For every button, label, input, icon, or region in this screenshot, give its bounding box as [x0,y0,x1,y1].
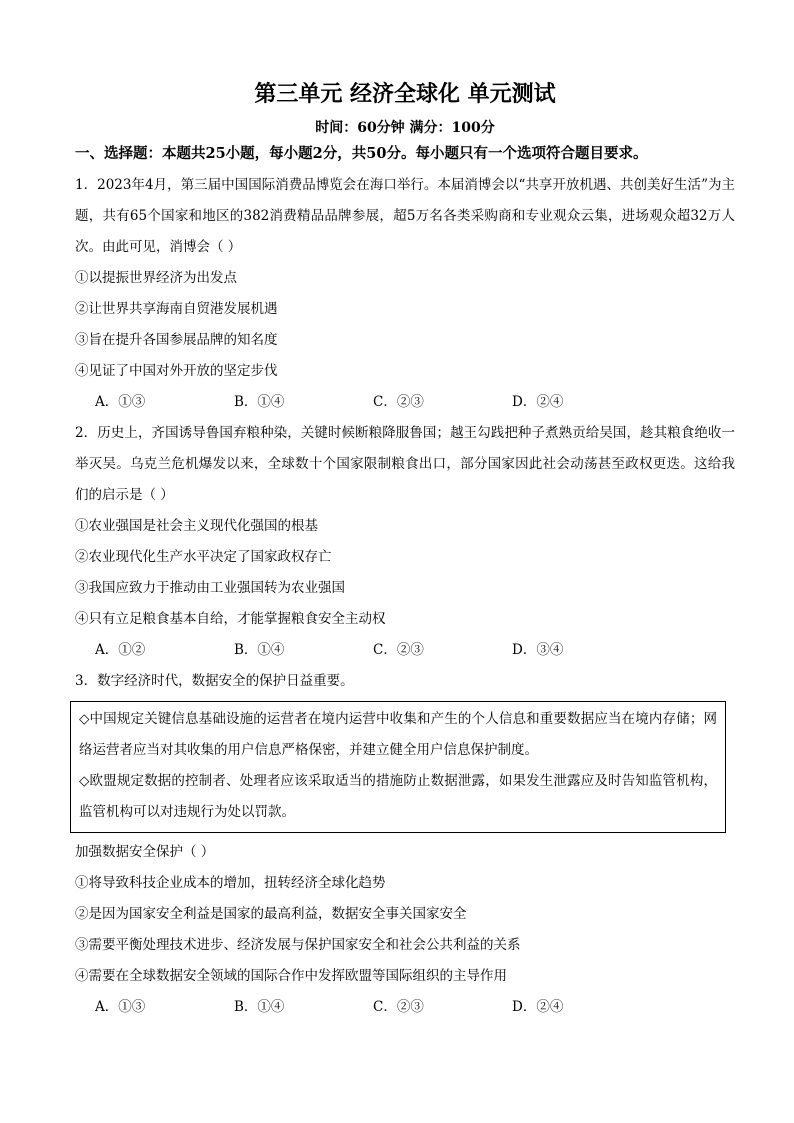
statement-option: ②让世界共享海南自贸港发展机遇 [75,301,278,317]
page-title: 第三单元 经济全球化 单元测试 [254,82,556,107]
question-1 [75,170,735,418]
section-heading: 一、选择题：本题共25小题，每小题2分，共50分。每小题只有一个选项符合题目要求。 [75,145,648,162]
answer-choices [75,635,735,666]
answer-choice-b: B．①④ [234,642,285,658]
question-stem: 2．历史上，齐国诱导鲁国弃粮种染，关键时候断粮降服鲁国；越王勾践把种子煮熟贡给吴国，趁其粮食绝收一举灭吴。乌克兰危机爆发以来，全球数十个国家限制粮食出口，部分国家因此社会动荡甚至政权更迭。这给我们的启示是（ ） [75,425,735,503]
answer-choice-c: C．②③ [373,394,424,410]
statement-option: ③我国应致力于推动由工业强国转为农业强国 [75,580,345,596]
answer-choices [75,992,735,1023]
question-2 [75,418,735,666]
question-stem: 3．数字经济时代，数据安全的保护日益重要。 [75,673,354,689]
answer-choice-a: A．①② [95,642,146,658]
statement-option: ④需要在全球数据安全领域的国际合作中发挥欧盟等国际组织的主导作用 [75,968,507,984]
statement-option: ③旨在提升各国参展品牌的知名度 [75,332,278,348]
statement-option: ②是因为国家安全利益是国家的最高利益，数据安全事关国家安全 [75,906,467,922]
answer-choice-d: D．③④ [512,642,564,658]
material-paragraph: ◇中国规定关键信息基础设施的运营者在境内运营中收集和产生的个人信息和重要数据应当在境内存储；网络运营者应当对其收集的用户信息严格保密，并建立健全用户信息保护制度。 [79,711,717,758]
question-stem: 1．2023年4月，第三届中国国际消费品博览会在海口举行。本届消博会以“共享开放机遇、共创美好生活”为主题，共有65个国家和地区的382消费精品品牌参展，超5万名各类采购商和专业观众云集，进场观众超32万人次。由此可见，消博会（ ） [75,177,735,255]
statement-option: ①以提振世界经济为出发点 [75,270,237,286]
statement-option: ②农业现代化生产水平决定了国家政权存亡 [75,549,332,565]
answer-choice-b: B．①④ [234,394,285,410]
question-3 [75,666,735,1023]
answer-choice-b: B．①④ [234,999,285,1015]
statement-option: ④只有立足粮食基本自给，才能掌握粮食安全主动权 [75,611,386,627]
statement-option: ④见证了中国对外开放的坚定步伐 [75,363,278,379]
question-prompt: 加强数据安全保护（ ） [75,844,215,860]
answer-choice-c: C．②③ [373,642,424,658]
statement-option: ①农业强国是社会主义现代化强国的根基 [75,518,318,534]
answer-choice-d: D．②④ [512,999,564,1015]
answer-choice-a: A．①③ [95,999,146,1015]
answer-choices [75,387,735,418]
material-paragraph: ◇欧盟规定数据的控制者、处理者应该采取适当的措施防止数据泄露，如果发生泄露应及时告知监管机构，监管机构可以对违规行为处以罚款。 [79,773,717,820]
answer-choice-a: A．①③ [95,394,146,410]
exam-time-score: 时间：60分钟 满分：100分 [315,120,495,136]
answer-choice-d: D．②④ [512,394,564,410]
material-box [70,701,726,833]
exam-page [75,80,735,1023]
answer-choice-c: C．②③ [373,999,424,1015]
statement-option: ①将导致科技企业成本的增加，扭转经济全球化趋势 [75,875,386,891]
statement-option: ③需要平衡处理技术进步、经济发展与保护国家安全和社会公共利益的关系 [75,937,521,953]
